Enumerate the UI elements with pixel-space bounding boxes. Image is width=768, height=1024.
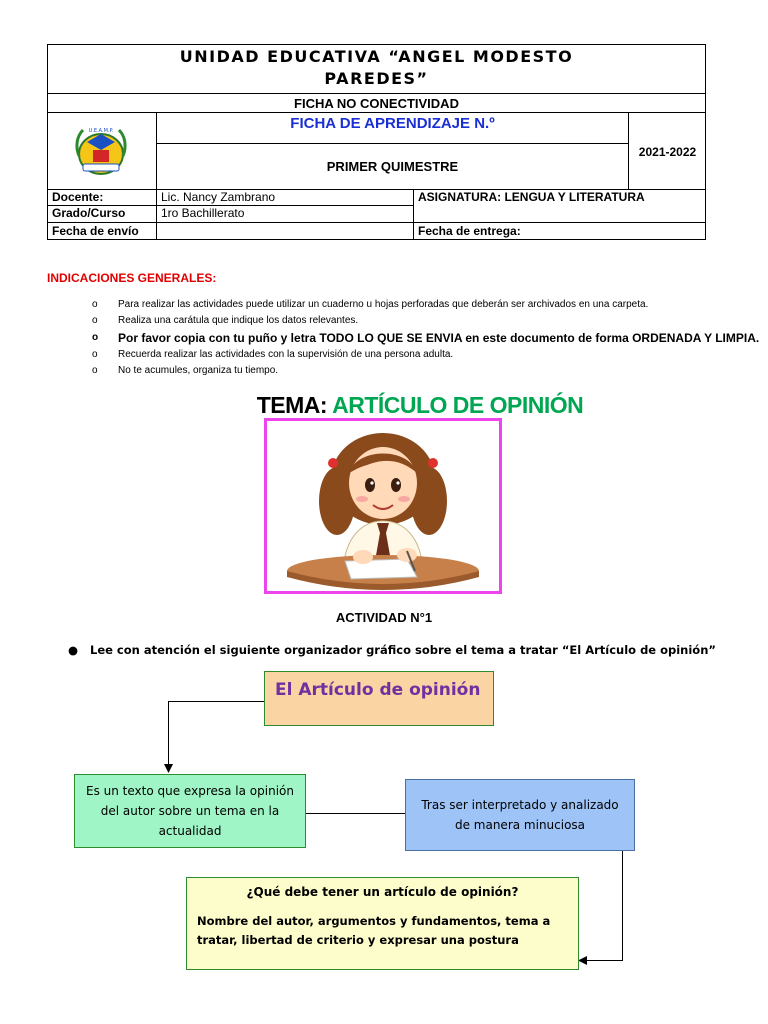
tema-heading bbox=[200, 388, 640, 422]
organizer-definition bbox=[74, 774, 306, 848]
info-row-3-divider bbox=[47, 222, 706, 223]
quimestre-label: PRIMER QUIMESTRE bbox=[326, 159, 459, 174]
ficha-aprendizaje-title: FICHA DE APRENDIZAJE N.º bbox=[290, 115, 495, 132]
docente-label: Docente: bbox=[52, 190, 104, 204]
organizer-answer: Nombre del autor, argumentos y fundamentos, tema a tratar, libertad de criterio y expresar una postura bbox=[197, 914, 551, 947]
grado-value: 1ro Bachillerato bbox=[161, 206, 245, 220]
info-col-2-divider bbox=[413, 189, 414, 240]
tema-label: TEMA: bbox=[256, 392, 328, 418]
organizer-main-title-text: El Artículo de opinión bbox=[275, 680, 481, 700]
organizer-process bbox=[405, 779, 635, 851]
list-item: o Realiza una carátula que indique los datos relevantes. bbox=[92, 315, 359, 326]
connector-line bbox=[622, 851, 623, 961]
info-col-1-divider bbox=[156, 189, 157, 240]
indicaciones-title: INDICACIONES GENERALES: bbox=[47, 271, 217, 285]
organizer-question-box bbox=[186, 877, 579, 970]
school-name-line2: PAREDES” bbox=[324, 69, 429, 88]
organizer-main-title bbox=[264, 671, 494, 726]
asignatura-label: ASIGNATURA: LENGUA Y LITERATURA bbox=[418, 190, 645, 204]
fecha-entrega-label: Fecha de entrega: bbox=[418, 224, 521, 238]
connector-line bbox=[586, 960, 623, 961]
connector-line bbox=[168, 701, 264, 702]
bullet-dot: ● bbox=[68, 643, 79, 657]
school-crest-icon bbox=[47, 112, 156, 189]
ficha-no-conectividad: FICHA NO CONECTIVIDAD bbox=[47, 93, 706, 113]
arrow-left-icon bbox=[578, 956, 588, 965]
connector-line bbox=[168, 701, 169, 767]
connector-line bbox=[306, 813, 405, 814]
organizer-definition-text: Es un texto que expresa la opinión del autor sobre un tema en la actualidad bbox=[86, 784, 294, 838]
arrow-down-icon bbox=[164, 764, 173, 774]
school-name bbox=[48, 46, 705, 92]
actividad-title: ACTIVIDAD N°1 bbox=[335, 610, 433, 625]
docente-value: Lic. Nancy Zambrano bbox=[161, 190, 276, 204]
indicaciones-list bbox=[92, 297, 760, 379]
organizer-question: ¿Qué debe tener un artículo de opinión? bbox=[246, 885, 519, 899]
school-name-line1: UNIDAD EDUCATIVA “ANGEL MODESTO bbox=[179, 47, 574, 66]
actividad-instruction-row bbox=[68, 641, 728, 659]
school-year: 2021-2022 bbox=[638, 145, 697, 159]
list-item: o Para realizar las actividades puede utilizar un cuaderno u hojas perforadas que deberán ser archivados en una carpeta. bbox=[92, 299, 649, 310]
grado-label: Grado/Curso bbox=[52, 206, 126, 220]
logo-cell bbox=[47, 112, 156, 189]
tema-value: ARTÍCULO DE OPINIÓN bbox=[332, 392, 584, 418]
illustration-frame bbox=[264, 418, 502, 594]
list-item: o Recuerda realizar las actividades con la supervisión de una persona adulta. bbox=[92, 349, 454, 360]
list-item: o Por favor copia con tu puño y letra TODO LO QUE SE ENVIA en este documento de forma ORDENADA Y LIMPIA. bbox=[92, 331, 760, 345]
actividad-instruction: Lee con atención el siguiente organizador gráfico sobre el tema a tratar “El Artículo de opinión” bbox=[90, 643, 716, 657]
fecha-envio-label: Fecha de envío bbox=[52, 224, 139, 238]
svg-text:U.E.A.M.P.: U.E.A.M.P. bbox=[88, 128, 114, 134]
list-item: o No te acumules, organiza tu tiempo. bbox=[92, 365, 279, 376]
ficha-divider bbox=[157, 143, 628, 144]
organizer-process-text: Tras ser interpretado y analizado de manera minuciosa bbox=[421, 798, 619, 832]
girl-writing-illustration bbox=[267, 421, 499, 591]
